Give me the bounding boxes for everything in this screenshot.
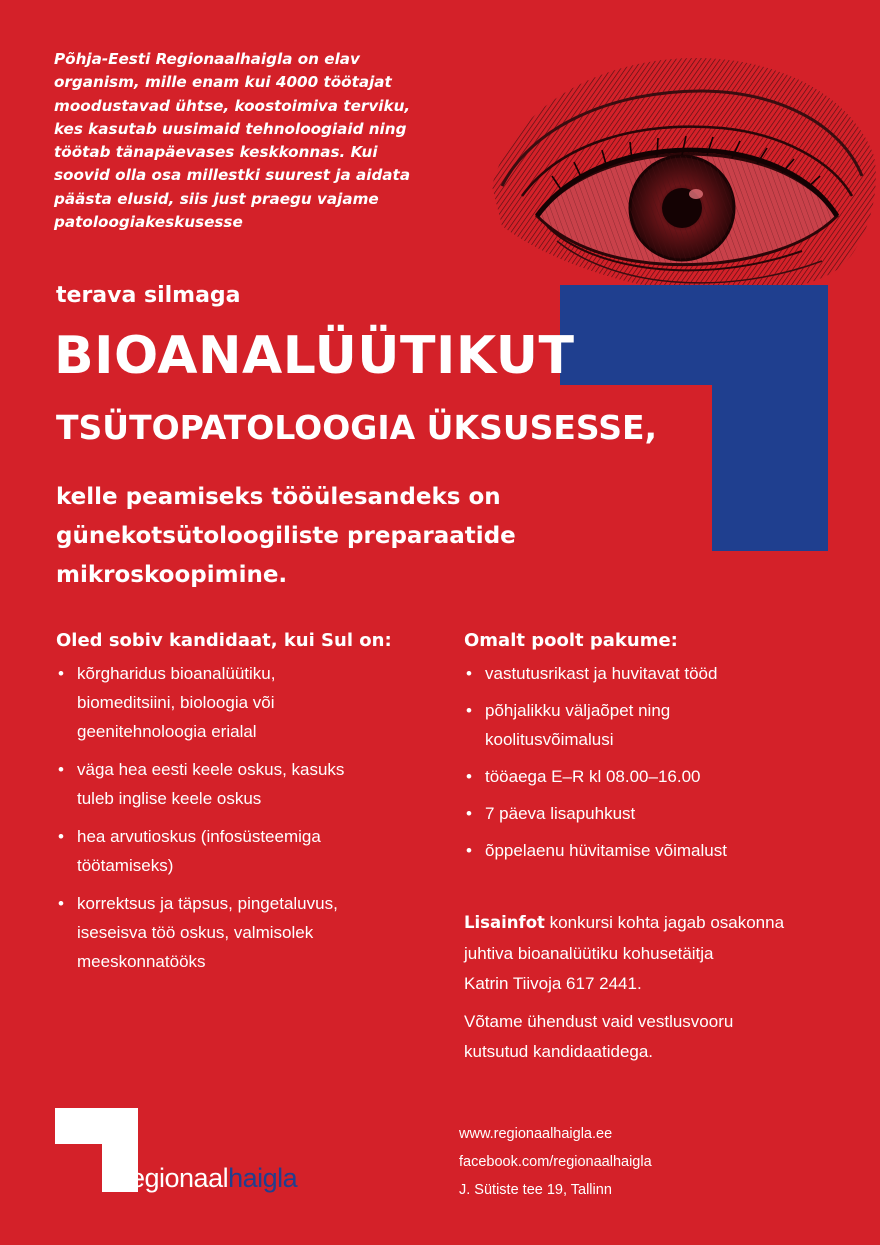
website-link[interactable]: www.regionaalhaigla.ee — [459, 1126, 613, 1142]
list-item: • õppelaenu hüvitamise võimalust — [464, 836, 854, 865]
job-description: kelle peamiseks tööülesandeks on günekotsütoloogiliste preparaatide mikroskoopimine. — [56, 484, 516, 588]
info-text: konkursi kohta jagab osakonna juhtiva bioanalüütiku kohusetäitja Katrin Tiivoja 617 2441. — [464, 913, 785, 993]
regionaalhaigla-logo — [55, 1108, 335, 1198]
list-item: • tööaega E–R kl 08.00–16.00 — [464, 762, 854, 791]
footer-contacts — [459, 1120, 652, 1204]
list-item: • korrektsus ja täpsus, pingetaluvus, iseseisva töö oskus, valmisolek meeskonnatööks — [56, 889, 426, 976]
offer-section — [464, 630, 854, 873]
offer-list — [464, 659, 854, 865]
logo-text-part2: haigla — [228, 1163, 298, 1193]
eye-illustration-icon — [482, 36, 880, 298]
requirements-title: Oled sobiv kandidaat, kui Sul on: — [56, 630, 392, 651]
list-item: • 7 päeva lisapuhkust — [464, 799, 854, 828]
logo-text-part1: Regionaal — [111, 1163, 229, 1193]
tagline: terava silmaga — [56, 283, 241, 308]
contact-note: Võtame ühendust vaid vestlusvooru kutsutud kandidaatidega. — [464, 1012, 734, 1061]
address: J. Sütiste tee 19, Tallinn — [459, 1182, 612, 1198]
list-item: • hea arvutioskus (infosüsteemiga töötamiseks) — [56, 822, 426, 880]
additional-info — [464, 908, 864, 1000]
job-title: BIOANALÜÜTIKUT — [54, 326, 575, 386]
offer-title: Omalt poolt pakume: — [464, 630, 678, 651]
list-item: • kõrgharidus bioanalüütiku, biomeditsiini, bioloogia või geenitehnoloogia erialal — [56, 659, 426, 746]
info-lead: Lisainfot — [464, 913, 545, 932]
list-item: • vastutusrikast ja huvitavat tööd — [464, 659, 854, 688]
unit-title: TSÜTOPATOLOOGIA ÜKSUSESSE, — [56, 408, 658, 447]
requirements-list — [56, 659, 426, 976]
requirements-section — [56, 630, 426, 985]
facebook-link[interactable]: facebook.com/regionaalhaigla — [459, 1154, 652, 1170]
logo-wordmark — [111, 1163, 297, 1194]
list-item: • väga hea eesti keele oskus, kasuks tuleb inglise keele oskus — [56, 755, 426, 813]
intro-paragraph: Põhja-Eesti Regionaalhaigla on elav organism, mille enam kui 4000 töötajat moodustavad ühtse, koostoimiva terviku, kes kasutab uusimaid tehnoloogiaid ning töötab tänapäevases keskkonnas. Kui soovid olla osa millestki suurest ja aidata päästa elusid, siis just praegu vajame patoloogiakeskusesse — [54, 50, 411, 232]
list-item: • põhjalikku väljaõpet ning koolitusvõimalusi — [464, 696, 854, 754]
